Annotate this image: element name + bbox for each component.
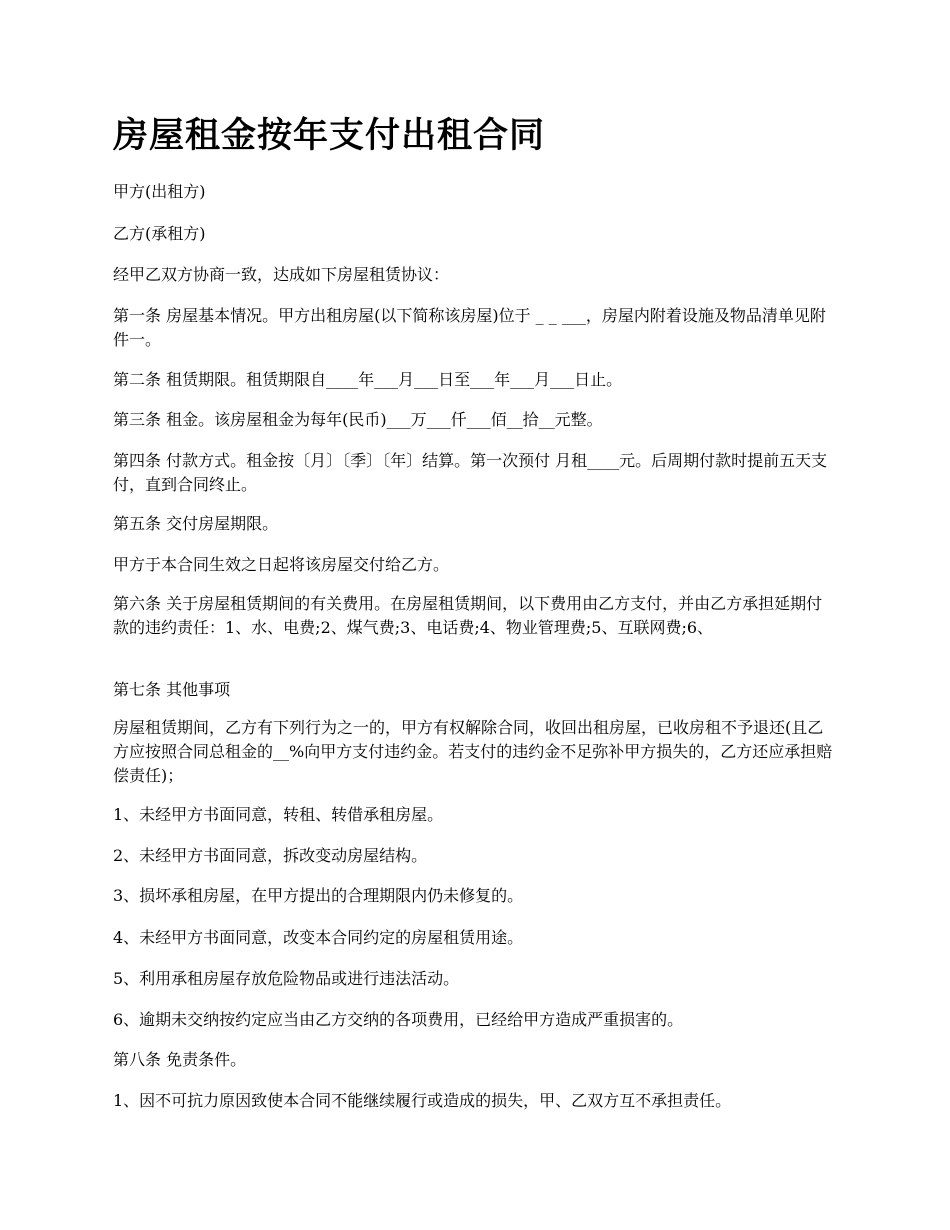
- termination-item-1: 1、未经甲方书面同意，转租、转借承租房屋。: [113, 805, 444, 824]
- article-4-payment-method: 第四条 付款方式。租金按〔月〕〔季〕〔年〕结算。第一次预付 月租____元。后周期付款时提前五天支付，直到合同终止。: [113, 451, 828, 494]
- article-3-rent: 第三条 租金。该房屋租金为每年(民币)___万___仟___佰__拾__元整。: [113, 410, 603, 429]
- article-1-property-info: 第一条 房屋基本情况。甲方出租房屋(以下简称该房屋)位于 _ _ ___，房屋内附着设施及物品清单见附件一。: [113, 306, 826, 349]
- party-a-line: 甲方(出租方): [113, 182, 206, 201]
- termination-item-4: 4、未经甲方书面同意，改变本合同约定的房屋租赁用途。: [113, 928, 524, 947]
- exemption-item-1: 1、因不可抗力原因致使本合同不能继续履行或造成的损失，甲、乙双方互不承担责任。: [113, 1091, 732, 1110]
- termination-item-2: 2、未经甲方书面同意，拆改变动房屋结构。: [113, 846, 428, 865]
- agreement-intro: 经甲乙双方协商一致，达成如下房屋租赁协议：: [113, 265, 450, 284]
- article-5-delivery-term: 第五条 交付房屋期限。: [113, 514, 279, 533]
- termination-item-6: 6、逾期未交纳按约定应当由乙方交纳的各项费用，已经给甲方造成严重损害的。: [113, 1010, 684, 1029]
- article-2-lease-term: 第二条 租赁期限。租赁期限自____年___月___日至___年___月___日止。: [113, 370, 623, 389]
- article-6-expenses: 第六条 关于房屋租赁期间的有关费用。在房屋租赁期间，以下费用由乙方支付，并由乙方承担延期付款的违约责任：1、水、电费;2、煤气费;3、电话费;4、物业管理费;5、互联网费;6、: [113, 594, 823, 637]
- termination-item-3: 3、损坏承租房屋，在甲方提出的合理期限内仍未修复的。: [113, 886, 524, 905]
- party-b-line: 乙方(承租方): [113, 224, 206, 243]
- article-7-termination-terms: 房屋租赁期间，乙方有下列行为之一的，甲方有权解除合同，收回出租房屋，已收房租不予退还(且乙方应按照合同总租金的__%向甲方支付违约金。若支付的违约金不足弥补甲方损失的，乙方还应承担赔偿责任)；: [113, 718, 833, 785]
- article-7-heading: 第七条 其他事项: [113, 680, 231, 699]
- article-8-heading: 第八条 免责条件。: [113, 1050, 247, 1069]
- article-5-delivery-detail: 甲方于本合同生效之日起将该房屋交付给乙方。: [113, 555, 450, 574]
- document-title: 房屋租金按年支付出租合同: [113, 115, 546, 156]
- termination-item-5: 5、利用承租房屋存放危险物品或进行违法活动。: [113, 969, 460, 988]
